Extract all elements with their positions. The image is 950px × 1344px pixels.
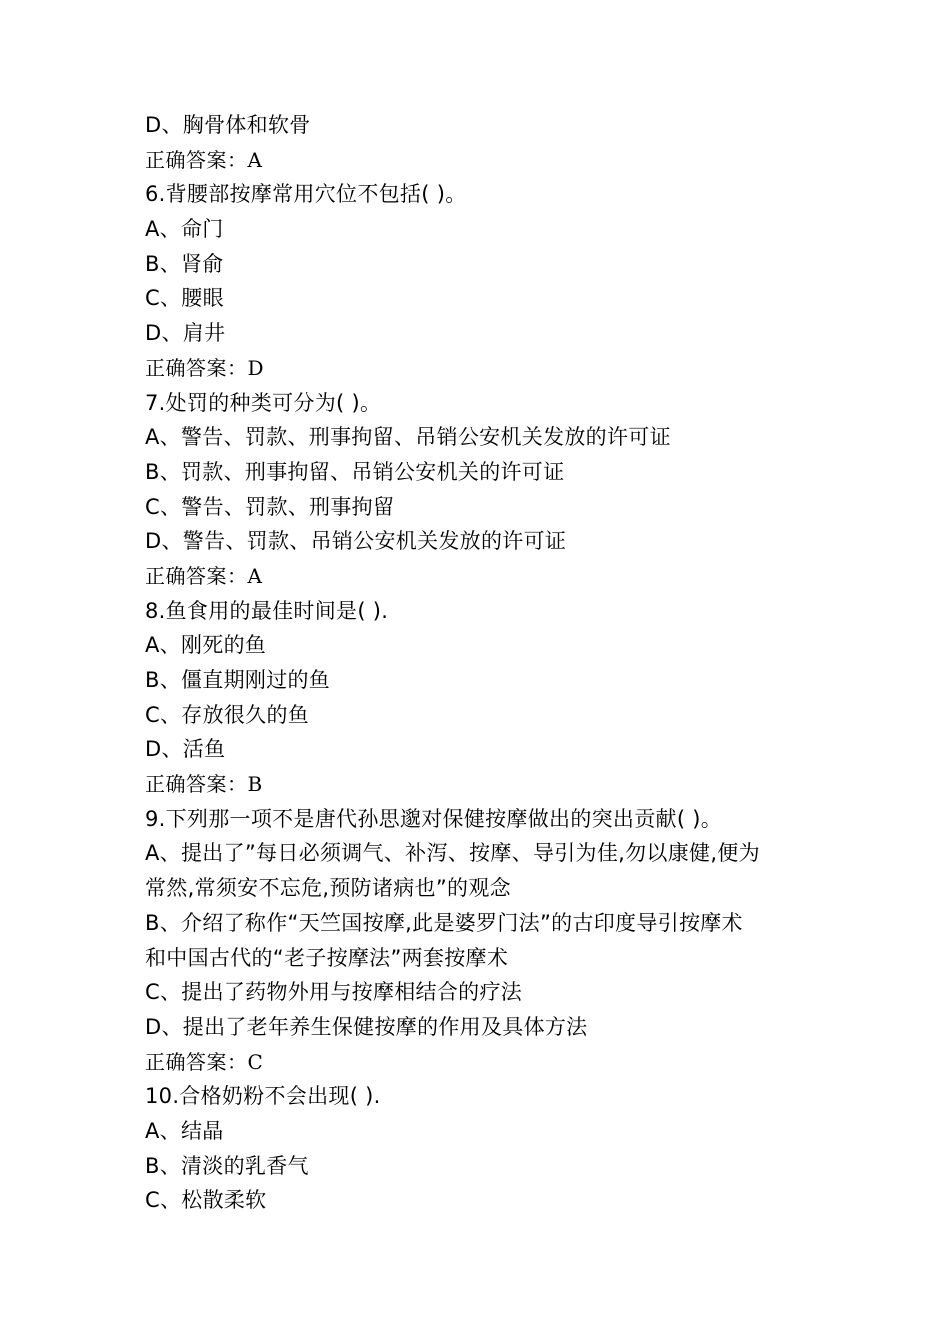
document-body [145, 108, 825, 1218]
answer-line: 正确答案：A [145, 563, 263, 588]
option-line: C、腰眼 [145, 286, 224, 311]
question-line: 9.下列那一项不是唐代孙思邈对保健按摩做出的突出贡献( )。 [145, 806, 723, 831]
option-line: B、僵直期刚过的鱼 [145, 668, 331, 692]
question-line: 7.处罚的种类可分为( )。 [145, 390, 382, 415]
option-line: A、刚死的鱼 [145, 633, 267, 658]
answer-line: 正确答案：A [145, 147, 263, 172]
option-line: D、肩井 [145, 321, 226, 346]
option-line: A、提出了”每日必须调气、补泻、按摩、导引为佳,勿以康健,便为 [145, 841, 760, 866]
option-line: D、活鱼 [145, 737, 226, 762]
option-line: C、警告、罚款、刑事拘留 [145, 494, 395, 519]
option-line: B、介绍了称作“天竺国按摩,此是婆罗门法”的古印度导引按摩术 [145, 910, 743, 935]
question-line: 8.鱼食用的最佳时间是( ). [145, 598, 389, 623]
question-line: 6.背腰部按摩常用穴位不包括( )。 [145, 182, 467, 207]
option-line-continued: 常然,常须安不忘危,预防诸病也”的观念 [145, 876, 511, 901]
option-line: C、松散柔软 [145, 1188, 267, 1213]
option-line: B、肾俞 [145, 251, 224, 276]
option-line: D、胸骨体和软骨 [145, 113, 311, 137]
option-line: B、罚款、刑事拘留、吊销公安机关的许可证 [145, 459, 565, 484]
option-line: D、提出了老年养生保健按摩的作用及具体方法 [145, 1014, 588, 1039]
option-line: A、警告、罚款、刑事拘留、吊销公安机关发放的许可证 [145, 425, 671, 450]
answer-line: 正确答案：B [145, 772, 263, 797]
option-line: A、命门 [145, 217, 224, 242]
option-line-continued: 和中国古代的“老子按摩法”两套按摩术 [145, 945, 509, 970]
option-line: D、警告、罚款、吊销公安机关发放的许可证 [145, 529, 567, 554]
answer-line: 正确答案：D [145, 355, 265, 380]
question-line: 10.合格奶粉不会出现( ). [145, 1084, 381, 1109]
option-line: C、提出了药物外用与按摩相结合的疗法 [145, 980, 523, 1005]
answer-line: 正确答案：C [145, 1049, 264, 1074]
option-line: C、存放很久的鱼 [145, 702, 310, 727]
option-line: B、清淡的乳香气 [145, 1153, 309, 1178]
option-line: A、结晶 [145, 1118, 224, 1143]
